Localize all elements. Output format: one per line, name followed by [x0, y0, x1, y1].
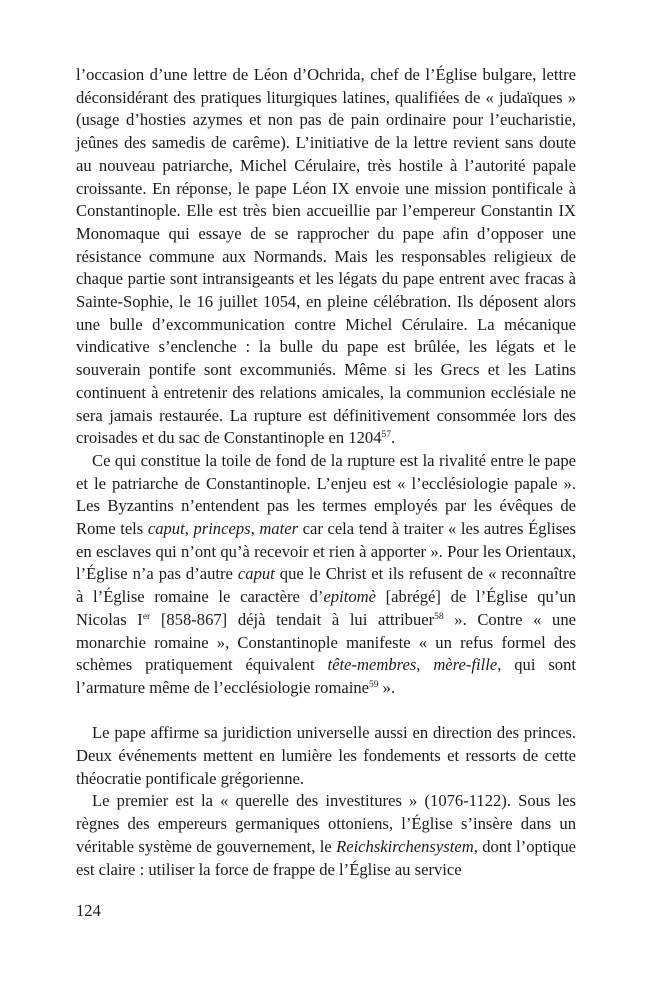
paragraph-4: Le premier est la « querelle des investitures » (1076-1122). Sous les règnes des empereurs germaniques ottoniens, l’Église s’insère dans un véritable système de gouvernement, le Reichskirchensystem, dont l’optique est claire : utiliser la force de frappe de l’Église au service	[76, 791, 576, 879]
footnote-ref-59[interactable]: 59	[369, 679, 379, 690]
footnote-ref-57[interactable]: 57	[381, 430, 392, 441]
page-number: 124	[76, 901, 101, 920]
paragraph-1: l’occasion d’une lettre de Léon d’Ochrida, chef de l’Église bulgare, lettre déconsidérant des pratiques liturgiques latines, qualifiées de « judaïques » (usage d’hosties azymes et non pas de pain ordinaire pour l’eucharistie, jeûnes des samedis de carême). L’initiative de la lettre revient sans doute au nouveau patriarche, Michel Cérulaire, très hostile à l’autorité papale croissante. En réponse, le pape Léon IX envoie une mission pontificale à Constantinople. Elle est très bien accueillie par l’empereur Constantin IX Monomaque qui essaye de se rapprocher du pape afin d’opposer une résistance commune aux Normands. Mais les responsables religieux de chaque partie sont intransigeants et les légats du pape entrent avec fracas à Sainte-Sophie, le 16 juillet 1054, en pleine célébration. Ils déposent alors une bulle d’excommunication contre Michel Cérulaire. La mécanique vindicative s’enclenche : la bulle du pape est brûlée, les légats et le souverain pontife sont excommuniés. Même si les Grecs et les Latins continuent à entretenir des relations amicales, la communion ecclésiale ne sera jamais restaurée. La rupture est définitivement consommée lors des croisades et du sac de Constantinople en 1204$^{57}$.	[76, 65, 576, 448]
paragraph-3: Le pape affirme sa juridiction universelle aussi en direction des princes. Deux événements mettent en lumière les fondements et ressorts de cette théocratie pontificale grégorienne.	[76, 723, 576, 788]
footnote-ref-58[interactable]: 58	[434, 611, 444, 622]
page-body	[76, 64, 576, 881]
paragraph-2: Ce qui constitue la toile de fond de la rupture est la rivalité entre le pape et le patriarche de Constantinople. L’enjeu est « l’ecclésiologie papale ». Les Byzantins n’entendent pas les termes employés par les évêques de Rome tels caput, princeps, mater car cela tend à traiter « les autres Églises en esclaves qui n’ont qu’à recevoir et rien à apporter ». Pour les Orientaux, l’Église n’a pas d’autre caput que le Christ et ils refusent de « reconnaître à l’Église romaine le caractère d’epitomè [abrégé] de l’Église qu’un Nicolas Ier [858-867] déjà tendait à lui attribuer$^{58}$ ». Contre « une monarchie romaine », Constantinople manifeste « un refus formel des schèmes pratiquement équivalent tête-membres, mère-fille, qui sont l’armature même de l’ecclésiologie romaine$^{59}$ ».	[76, 450, 577, 697]
